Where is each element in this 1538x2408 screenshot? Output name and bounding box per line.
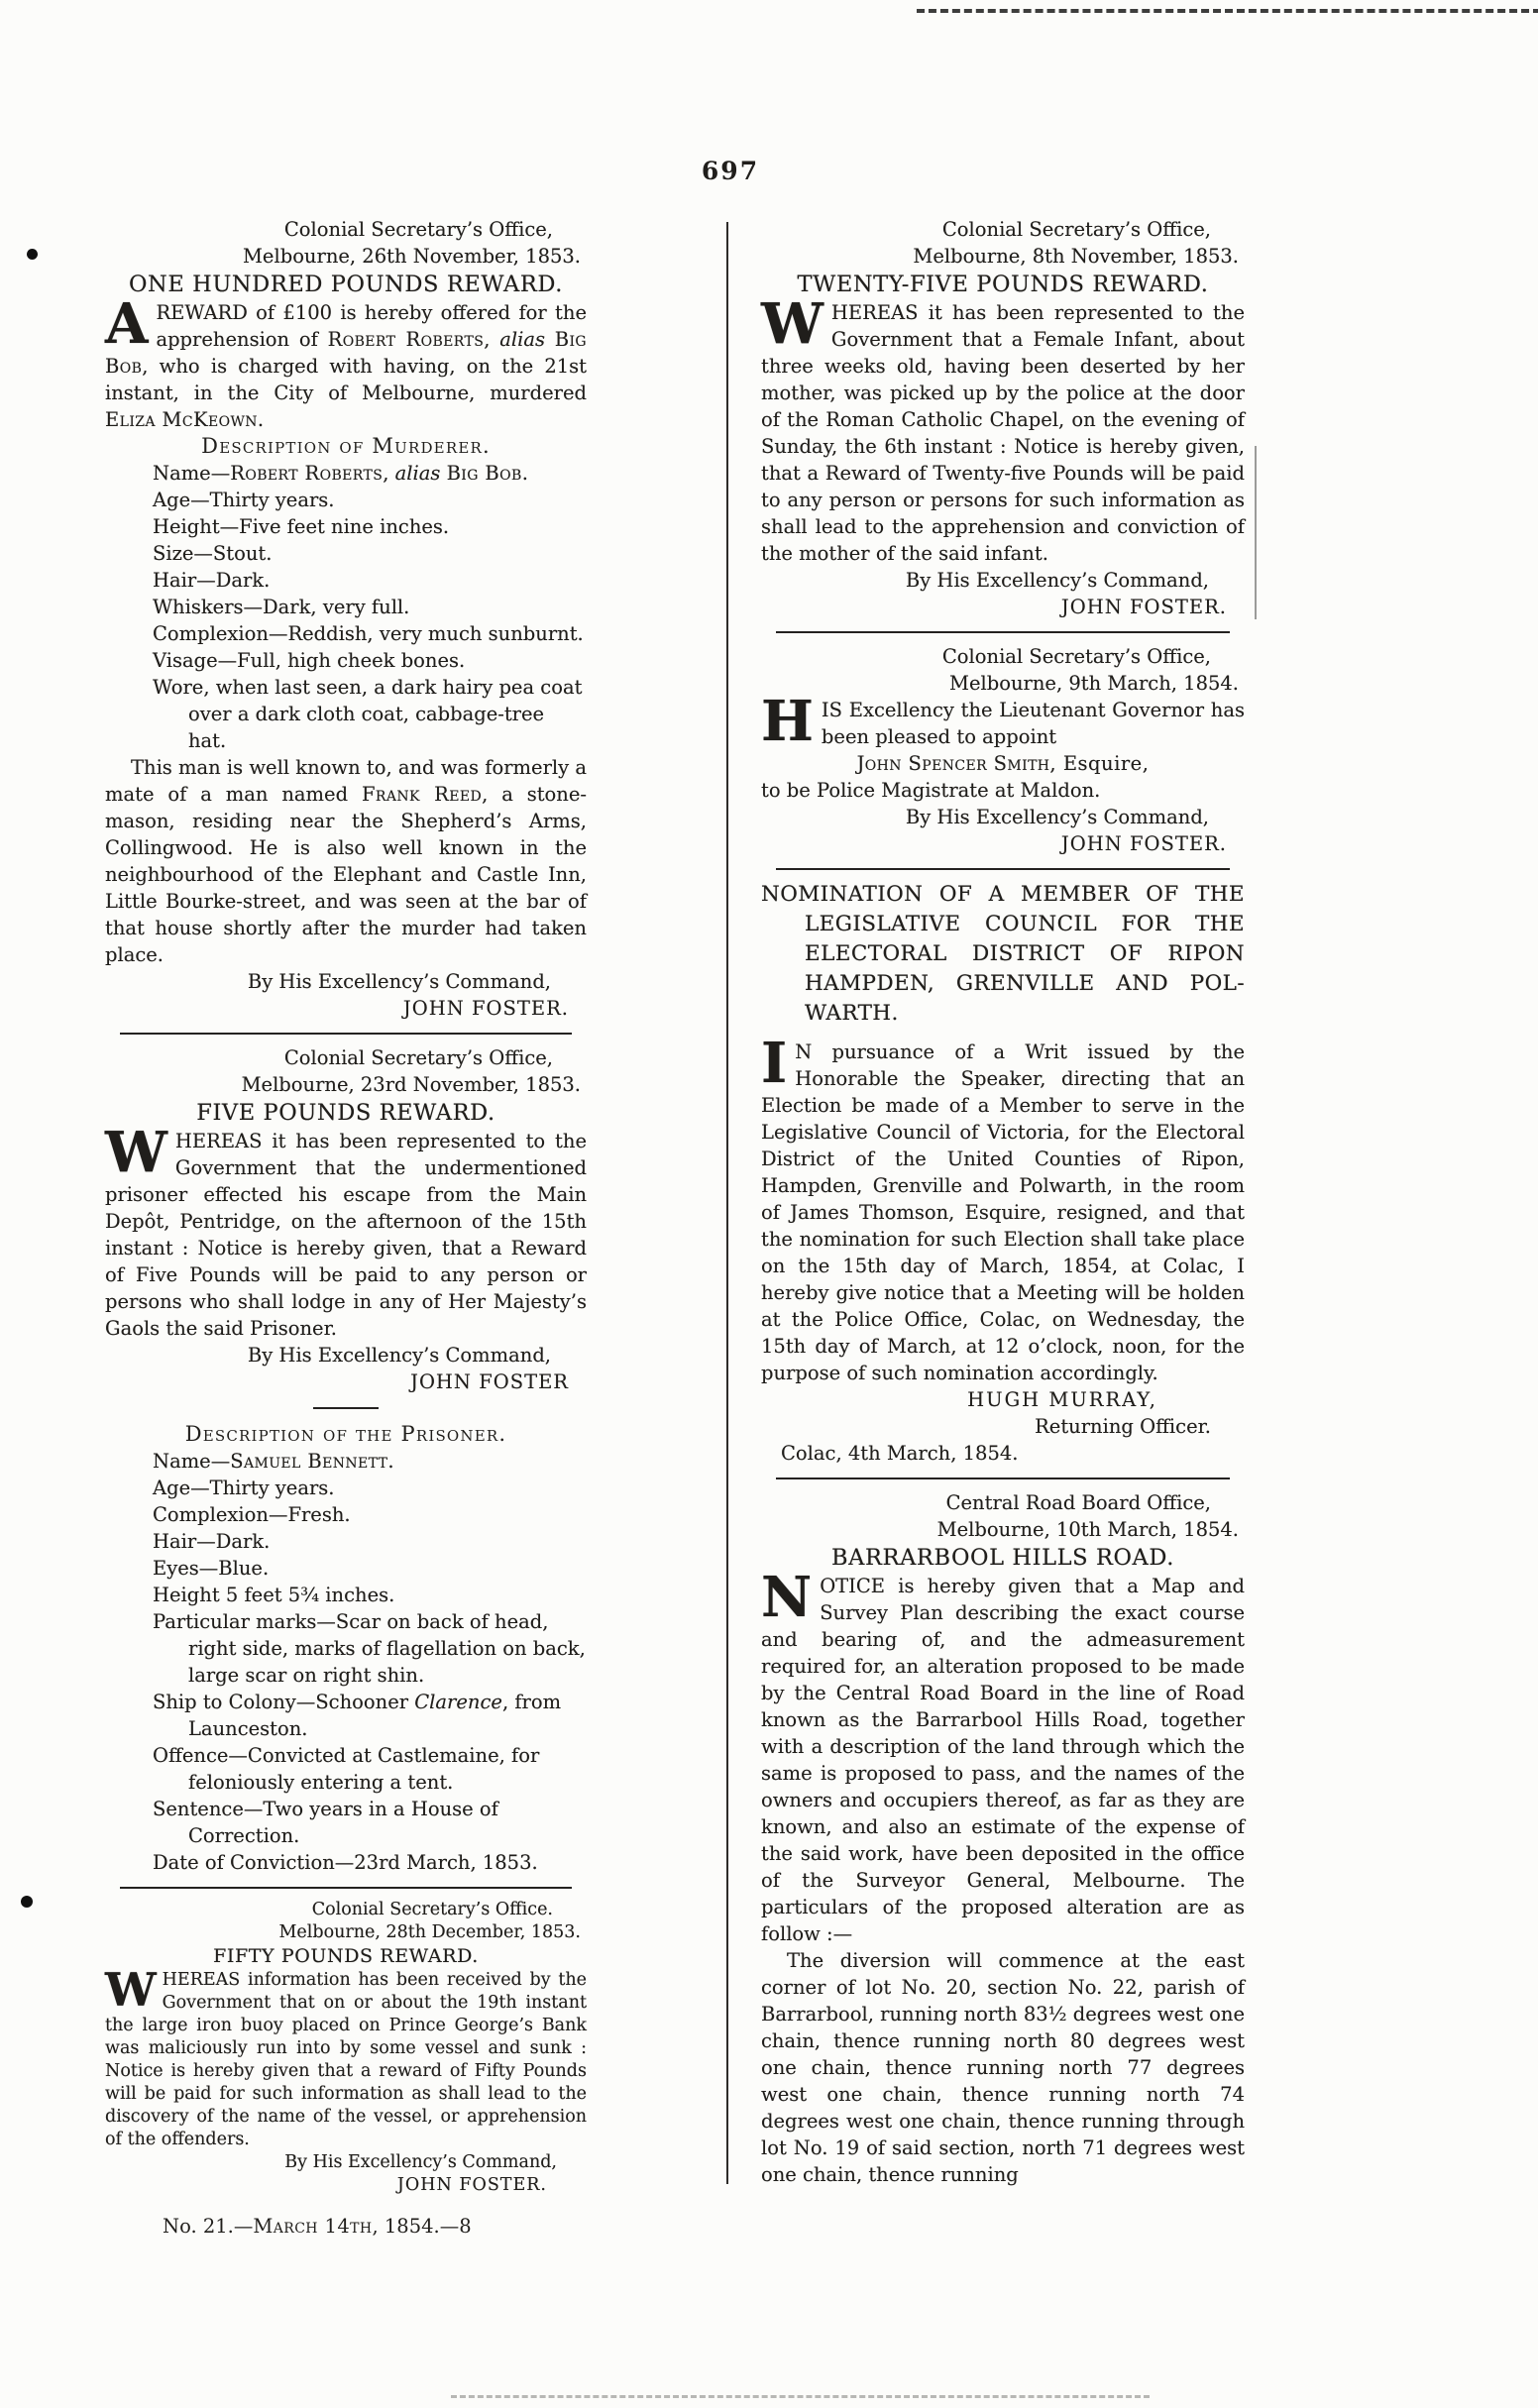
office-line: Colonial Secretary’s Office.: [311, 1900, 553, 1919]
notice-body-text: N pursuance of a Writ issued by the Honorable the Speaker, directing that an Election be made of a Member to serve in the Legislative Council of Victoria, for the Electoral District of the United Counties of Ripon, Hampden, Grenville and Polwarth, in the room of James Thomson, Esquire, resigned, and that the nomination for such Election shall take place on the 15th day of March, 1854, at Colac, I hereby give notice that a Meeting will be holden at the Police Office, Colac, on Wednesday, the 15th day of March, at 12 o’clock, noon, for the purpose of such nomination accordingly.: [761, 1040, 1245, 1384]
notice-one-hundred-pounds-reward: [105, 216, 587, 1022]
date-line: Melbourne, 10th March, 1854.: [936, 1518, 1239, 1541]
notice-paragraph: This man is well known to, and was formerly a mate of a man named Frank Reed, a stone-mason, residing near the Shepherd’s Arms, Collingwood. He is also well known in the neighbourhood of the Elephant and Castle Inn, Little Bourke-street, and was seen at the bar of that house shortly after the murder had taken place.: [105, 756, 587, 966]
drop-cap: W: [105, 1120, 167, 1185]
section-rule: [776, 1478, 1231, 1479]
description-item: Hair—Dark.: [153, 1530, 271, 1553]
drop-cap: W: [761, 291, 824, 357]
scan-edge-dashes-top: [917, 9, 1538, 13]
short-rule: [313, 1407, 379, 1409]
description-item: Height—Five feet nine inches.: [153, 515, 450, 538]
description-item: Wore, when last seen, a dark hairy pea coat over a dark cloth coat, cabbage-tree hat.: [153, 676, 583, 752]
returning-officer-name: HUGH MURRAY,: [967, 1388, 1157, 1411]
description-item: Complexion—Fresh.: [153, 1503, 351, 1526]
description-item: Height 5 feet 5¾ inches.: [153, 1584, 395, 1606]
notice-body: [761, 1565, 1245, 1947]
description-list: [105, 460, 587, 754]
notice-body-text: REWARD of £100 is hereby offered for the apprehension of Robert Roberts, alias Big Bob, who is charged with having, on the 21st instant, in the City of Melbourne, murdered Eliza McKeown.: [105, 301, 587, 431]
scan-fold-mark: [1255, 446, 1257, 619]
section-rule: [120, 1887, 573, 1889]
date-line: Melbourne, 26th November, 1853.: [242, 245, 581, 268]
left-column: [105, 216, 587, 2240]
notice-nomination-legislative-council: [761, 880, 1245, 1467]
drop-cap: H: [761, 689, 814, 754]
right-column: [761, 216, 1245, 2188]
nomination-heading: [761, 880, 1245, 1029]
nomination-heading-line: HAMPDEN, GRENVILLE AND POL-: [805, 971, 1245, 996]
drop-cap: N: [761, 1565, 813, 1630]
description-heading: Description of the Prisoner.: [184, 1422, 507, 1446]
notice-fifty-pounds-reward: [105, 1899, 587, 2197]
drop-cap: A: [105, 291, 149, 357]
page-number: 697: [701, 157, 760, 185]
command-line: By His Excellency’s Command,: [284, 2152, 557, 2172]
place-date-line: Colac, 4th March, 1854.: [781, 1442, 1019, 1465]
notice-paragraph: to be Police Magistrate at Maldon.: [761, 779, 1101, 802]
description-item: Age—Thirty years.: [153, 489, 335, 511]
description-item: Age—Thirty years.: [153, 1477, 335, 1499]
notice-body-text: HEREAS information has been received by the Government that on or about the 19th instant the large iron buoy placed on Prince George’s Bank was maliciously run into by some vessel and sunk : Notice is hereby given that a reward of Fifty Pounds will be paid for such information as shall lead to the discovery of the name of the vessel, or apprehension of the offenders.: [105, 1970, 587, 2149]
notice-body: [761, 291, 1245, 567]
notice-body-text: OTICE is hereby given that a Map and Survey Plan describing the exact course and bearing of, and the admeasurement required for, an alteration proposed to be made by the Central Road Board in the line of Road known as the Barrarbool Hills Road, together with a description of the land through which the same is proposed to pass, and the names of the owners and occupiers thereof, as far as they are known, and also an estimate of the expense of the said work, have been deposited in the office of the Surveyor General, Melbourne. The particulars of the proposed alteration are as follow :—: [761, 1575, 1245, 1945]
notice-body: [105, 1120, 587, 1342]
notice-heading: FIFTY POUNDS REWARD.: [213, 1945, 479, 1967]
ink-spot: [27, 249, 38, 260]
notice-body: [761, 1031, 1245, 1386]
ink-spot: [21, 1896, 33, 1908]
notice-body: [105, 291, 587, 433]
description-item: Complexion—Reddish, very much sunburnt.: [153, 622, 584, 645]
notice-appointment-police-magistrate: [761, 643, 1245, 857]
scan-edge-dashes-bottom: [451, 2395, 1150, 2398]
section-rule: [776, 868, 1231, 870]
command-line: By His Excellency’s Command,: [905, 806, 1209, 828]
notice-body-text: IS Excellency the Lieutenant Governor has been pleased to appoint: [821, 699, 1245, 748]
nomination-heading-line: NOMINATION OF A MEMBER OF THE: [761, 882, 1245, 907]
notice-heading: FIVE POUNDS REWARD.: [196, 1100, 495, 1126]
date-line: Melbourne, 8th November, 1853.: [913, 245, 1239, 268]
date-line: Melbourne, 28th December, 1853.: [278, 1922, 581, 1942]
command-line: By His Excellency’s Command,: [247, 1344, 551, 1367]
signature-line: JOHN FOSTER.: [1060, 596, 1227, 618]
description-item: Hair—Dark.: [153, 569, 271, 592]
section-rule: [776, 631, 1231, 633]
column-divider: [726, 222, 728, 2184]
drop-cap: I: [761, 1031, 788, 1096]
command-line: By His Excellency’s Command,: [905, 569, 1209, 592]
office-line: Colonial Secretary’s Office,: [941, 218, 1211, 241]
appointee-name: John Spencer Smith, Esquire,: [856, 752, 1150, 775]
section-rule: [120, 1033, 573, 1035]
description-item: Visage—Full, high cheek bones.: [153, 649, 466, 672]
office-line: Colonial Secretary’s Office,: [283, 218, 553, 241]
office-line: Colonial Secretary’s Office,: [283, 1046, 553, 1069]
description-item: Size—Stout.: [153, 542, 273, 565]
office-line: Central Road Board Office,: [945, 1491, 1211, 1514]
date-line: Melbourne, 23rd November, 1853.: [241, 1073, 581, 1096]
description-item: Name—Samuel Bennett.: [153, 1450, 394, 1473]
signature-line: JOHN FOSTER: [410, 1370, 569, 1393]
notice-twenty-five-pounds-reward: [761, 216, 1245, 620]
nomination-heading-line: WARTH.: [805, 1001, 899, 1026]
description-item: Sentence—Two years in a House of Correction.: [153, 1798, 498, 1847]
gazette-footer-line: No. 21.—March 14th, 1854.—8: [163, 2215, 472, 2238]
signature-line: JOHN FOSTER.: [396, 2175, 547, 2195]
notice-body-text: HEREAS it has been represented to the Government that a Female Infant, about three weeks old, having been deserted by her mother, was picked up by the police at the door of the Roman Catholic Chapel, on the evening of Sunday, the 6th instant : Notice is hereby given, that a Reward of Twenty-five Pounds will be paid to any person or persons for such information as shall lead to the apprehension and conviction of the mother of the said infant.: [761, 301, 1245, 565]
notice-heading: BARRARBOOL HILLS ROAD.: [831, 1545, 1174, 1571]
description-heading: Description of Murderer.: [201, 434, 491, 458]
notice-paragraph: The diversion will commence at the east corner of lot No. 20, section No. 22, parish of Barrarbool, running north 83½ degrees west one chain, thence running north 80 degrees west one chain, thence running north 77 degrees west one chain, thence running north 74 degrees west one chain, thence running through lot No. 19 of said section, north 71 degrees west one chain, thence running: [761, 1949, 1245, 2186]
date-line: Melbourne, 9th March, 1854.: [949, 672, 1239, 695]
notice-five-pounds-reward: [105, 1044, 587, 1876]
nomination-heading-line: ELECTORAL DISTRICT OF RIPON: [805, 941, 1245, 966]
description-item: Ship to Colony—Schooner Clarence, from Launceston.: [153, 1691, 562, 1740]
notice-body: [761, 689, 1245, 754]
signature-line: JOHN FOSTER.: [1060, 832, 1227, 855]
command-line: By His Excellency’s Command,: [247, 970, 551, 993]
description-item: Eyes—Blue.: [153, 1557, 270, 1580]
notice-body: [105, 1963, 587, 2151]
description-list: [105, 1448, 587, 1876]
nomination-heading-line: LEGISLATIVE COUNCIL FOR THE: [805, 912, 1245, 936]
notice-body-text: HEREAS it has been represented to the Government that the undermentioned prisoner effected his escape from the Main Depôt, Pentridge, on the afternoon of the 15th instant : Notice is hereby given, that a Reward of Five Pounds will be paid to any person or persons who shall lodge in any of Her Majesty’s Gaols the said Prisoner.: [105, 1130, 587, 1340]
notice-heading: ONE HUNDRED POUNDS REWARD.: [129, 272, 563, 297]
description-item: Whiskers—Dark, very full.: [153, 596, 410, 618]
returning-officer-title: Returning Officer.: [1035, 1415, 1211, 1438]
notice-heading: TWENTY-FIVE POUNDS REWARD.: [797, 272, 1209, 297]
description-item: Name—Robert Roberts, alias Big Bob.: [153, 462, 528, 485]
description-item: Offence—Convicted at Castlemaine, for feloniously entering a tent.: [153, 1744, 540, 1794]
notice-barrarbool-hills-road: [761, 1489, 1245, 2188]
description-item: Date of Conviction—23rd March, 1853.: [153, 1851, 538, 1874]
signature-line: JOHN FOSTER.: [402, 997, 569, 1020]
drop-cap: W: [105, 1963, 157, 2017]
office-line: Colonial Secretary’s Office,: [941, 645, 1211, 668]
description-item: Particular marks—Scar on back of head, right side, marks of flagellation on back, large scar on right shin.: [153, 1610, 586, 1687]
